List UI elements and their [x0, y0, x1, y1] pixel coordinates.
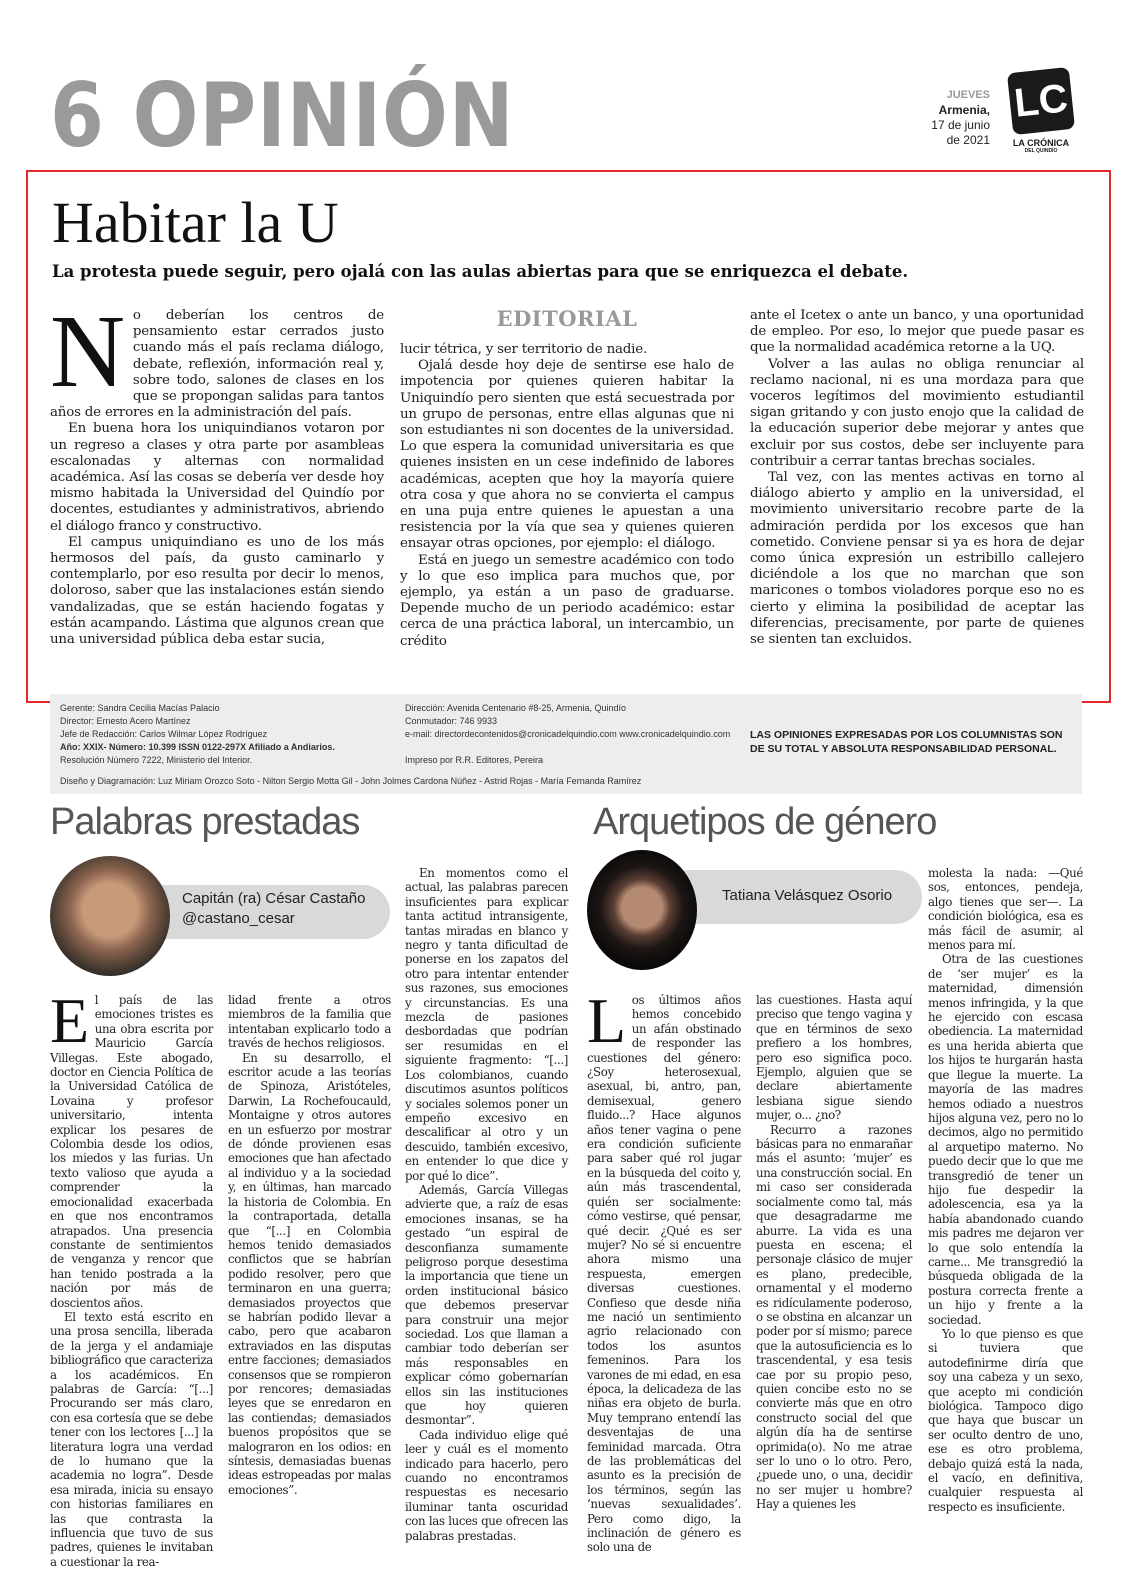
- masthead-anio: Año: XXIX- Número: 10.399 ISSN 0122-297X Afiliado a Andiarios.: [60, 742, 335, 752]
- masthead-gerente: Gerente: Sandra Cecilia Macías Palacio: [60, 703, 220, 713]
- editorial-paragraph: Volver a las aulas no obliga renunciar al reclamo nacional, ni es una mordaza para que voceros legítimos del movimiento estudiantil sigan gritando y con justo enojo que la calidad de la educación superior debe mejorar y antes que excluir por sus costos, debe ser incluyente para contribuir a cerrar tantas brechas sociales.: [750, 356, 1084, 469]
- editorial-column-1: [50, 294, 384, 648]
- column-title-right: Arquetipos de género: [593, 801, 937, 843]
- masthead-jefe: Jefe de Redacción: Carlos Wilmar López Rodríguez: [60, 729, 268, 739]
- left-column-text-3: [405, 866, 568, 1543]
- author-handle-left[interactable]: @castano_cesar: [182, 910, 295, 927]
- masthead-director: Director: Ernesto Acero Martínez: [60, 716, 191, 726]
- author-bar-right: [660, 870, 922, 924]
- masthead-disclaimer: LAS OPINIONES EXPRESADAS POR LOS COLUMNISTAS SON DE SU TOTAL Y ABSOLUTA RESPONSABILIDAD PERSONAL.: [750, 729, 1063, 755]
- editorial-dropcap: N: [50, 294, 125, 409]
- masthead-resolucion: Resolución Número 7222, Ministerio del Interior.: [60, 755, 253, 765]
- section-title: 6 OPINIÓN: [50, 64, 515, 167]
- editorial-label: EDITORIAL: [496, 306, 638, 331]
- masthead-conmutador: Conmutador: 746 9933: [405, 716, 498, 726]
- author-name-left: Capitán (ra) César Castaño: [182, 890, 366, 907]
- left-paragraph: lidad frente a otros miembros de la familia que intentaban explicarlo todo a través de hechos religiosos.: [228, 993, 391, 1051]
- right-column-text-1: [587, 985, 741, 1555]
- dateline-day: JUEVES: [946, 89, 990, 101]
- left-paragraph: En momentos como el actual, las palabras parecen insuficientes para explicar tanta actitud intransigente, tantas miradas en blanco y negro y tanta dificultad de ponerse en los zapatos del otro para intentar entender sus razones, sus emociones y circunstancias. Es una mezcla de pasiones desbordadas que podrían ser resumidas en el siguiente fragmento: “[...] Los colombianos, cuando discutimos asuntos políticos y sociales solemos poner un empeño excesivo en descalificar al otro y un descuido, también excesivo, en entender lo que dice y por qué lo dice”.: [405, 866, 568, 1183]
- editorial-column-2: [400, 308, 734, 650]
- editorial-paragraph: lucir tétrica, y ser territorio de nadie.: [400, 342, 648, 357]
- dateline-year: de 2021: [946, 133, 990, 147]
- editorial-paragraph: Está en juego un semestre académico con todo y lo que eso implica para muchos que, por ejemplo, ya están a un paso de graduarse. Depende mucho de un periodo académico: estar cerca de una práctica laboral, un intercambio, un crédito: [400, 552, 734, 649]
- column-title-left: Palabras prestadas: [50, 801, 360, 843]
- left-paragraph: l país de las emociones tristes es una obra escrita por Mauricio García Villegas. Este abogado, doctor en Ciencia Política de la Universidad Católica de Lovaina y profesor universitario, intenta explicar los pesares de Colombia desde los odios, los miedos y las furias. Un texto valioso que ayuda a comprender la emocionalidad exacerbada en que nos encontramos atrapados. Una presencia constante de sentimientos de venganza y rencor que han tenido postrada a la nación por más de doscientos años.: [50, 993, 213, 1310]
- editorial-title: Habitar la U: [52, 190, 339, 255]
- editorial-article: [26, 170, 1111, 703]
- page-header: [50, 66, 1090, 166]
- masthead-impreso: Impreso por R.R. Editores, Pereira: [405, 755, 544, 765]
- masthead-contact: [405, 702, 765, 767]
- dateline-date: 17 de junio: [931, 118, 990, 132]
- newspaper-logo: [1006, 70, 1076, 160]
- left-paragraph: Además, García Villegas advierte que, a raíz de esas emociones insanas, se ha gestado “un espiral de desconfianza sumamente peligroso porque desestima la importancia que tiene un orden institucional básico que debemos preservar para construir una mejor sociedad. Los que llaman a cambiar todo deberían ser más responsables en explicar cómo gobernarían ellos sin las instituciones que hoy quieren desmontar”.: [405, 1182, 568, 1428]
- editorial-paragraph: Tal vez, con las mentes activas en torno al diálogo abierto y amplio en la universidad, el movimiento universitario recobre parte de la admiración perdida por los excesos que han cometido. Conviene pensar si ya es hora de dejar como única expresión un estribillo callejero diciéndole a los que no marchan que son maricones o tombos violadores porque eso no es cierto y elimina la posibilidad de aceptar las diferencias, precisamente, por parte de quienes se sienten tan excluidos.: [750, 470, 1084, 648]
- dateline: [931, 88, 990, 148]
- masthead-email[interactable]: e-mail: directordecontenidos@cronicadelquindio.com www.cronicadelquindio.com: [405, 729, 731, 739]
- right-dropcap: L: [587, 985, 626, 1056]
- left-paragraph: En su desarrollo, el escritor acude a las teorías de Spinoza, Aristóteles, Darwin, La Rochefoucauld, Montaigne y otros autores en un esfuerzo por mostrar de dónde provienen esas emociones que han afectado al individuo y a la sociedad y, en últimas, han marcado la historia de Colombia. En la contraportada, detalla que “[...] en Colombia hemos tenido demasiados conflictos que se habrían podido resolver, pero que terminaron en una guerra; demasiados proyectos que se habrían podido llevar a cabo, pero que acabaron extraviados en las disputas entre facciones; demasiados consensos que se rompieron por rencores; demasiadas leyes que se enredaron en las contiendas; demasiados buenos propósitos que se malograron en los odios: en síntesis, demasiadas buenas ideas estropeadas por malas emociones”.: [228, 1050, 391, 1497]
- editorial-column-3: [750, 308, 1084, 648]
- right-paragraph: Otra de las cuestiones de ‘ser mujer’ es la maternidad, dimensión menos infringida, y la que he ejercido con escasa obediencia. La maternidad es una herida abierta que los hijos te hurgarán hasta que llegue la muerte. La mayoría de las madres hemos odiado a nuestros hijos alguna vez, pero no lo decimos, algo no permitido al arquetipo materno. No puedo decir que lo que me transgredió de tener un hijo fue despedir la adolescencia, esa ya la había abandonado cuando mis padres me dejaron ver lo que solo entendía la carne... Me transgredió la búsqueda obligada de la postura correcta frente a un hijo y frente a la sociedad.: [928, 952, 1083, 1327]
- author-photo-right: [587, 850, 697, 970]
- editorial-paragraph: o deberían los centros de pensamiento estar cerrados justo cuando más el país reclama diálogo, debate, reflexión, información real y, sobre todo, salones de clases en los que se propongan salidas para tantos años de errores en la administración del país.: [50, 308, 384, 421]
- editorial-paragraph: En buena hora los uniquindianos votaron por un regreso a clases y otra parte por asambleas escalonadas y alternas con normalidad académica. Así las cosas se debería ver desde hoy mismo habitada la Universidad del Quindío por docentes, estudiantes y administrativos, abriendo el diálogo franco y constructivo.: [50, 421, 384, 534]
- right-paragraph: Yo lo que pienso es que si tuviera que autodefinirme diría que soy una cabeza y un sexo, que acepto mi condición biológica. Tampoco digo que haya que buscar un ser oculto dentro de uno, ese es otro problema, debajo quizá está la nada, el vacío, en definitiva, cualquier respuesta al respecto es insuficiente.: [928, 1327, 1083, 1514]
- right-paragraph: os últimos años hemos concebido un afán obstinado de responder las cuestiones del género: ¿Soy heterosexual, asexual, bi, antro, pan, demisexual, genero fluido...? Hace algunos años tener vagina o pene era condición suficiente para saber qué rol jugar en la búsqueda del coito y, aún más trascendental, quién ser socialmente: cómo vestirse, qué pensar, qué decir. ¿Qué es ser mujer? No sé si encuentre ahora mismo una respuesta, emergen diversas cuestiones. Confieso que desde niña me nació un sentimiento agrio relacionado con todos los asuntos femeninos. Para los varones de mi edad, en esa época, la delicadeza de las niñas era objeto de burla. Muy temprano entendí las desventajas de una feminidad marcada. Otra de las problemáticas del asunto es la precisión de los términos, según las ‘nuevas sexualidades’. Pero como digo, la inclinación de género es solo una de: [587, 993, 741, 1555]
- author-name-right: Tatiana Velásquez Osorio: [722, 887, 893, 904]
- left-dropcap: E: [50, 985, 89, 1056]
- right-column-text-2: [756, 993, 912, 1512]
- right-paragraph: Recurro a razones básicas para no enmarañar más el asunto: ‘mujer’ es una construcción social. En mi caso ser considerada socialmente como tal, más que desagradarme me aburre. La vida es una puesta en escena; el personaje clásico de mujer es plano, predecible, ornamental y el moderno es ridículamente poderoso, o se obstina en alcanzar un poder por sí mismo; parece que la autosuficiencia es lo trascendental, y esa tesis cae por su propio peso, quien concibe esto no se convierte más que en otro constructo social del que algún día ha de sentirse oprimida(o). No me atrae ser lo uno o lo otro. Pero, ¿puede uno, o una, decidir no ser mujer u hombre? Hay a quienes les: [756, 1122, 912, 1512]
- masthead-direccion: Dirección: Avenida Centenario #8-25, Armenia, Quindío: [405, 703, 626, 713]
- dateline-city: Armenia,: [938, 103, 990, 117]
- logo-sub: DEL QUINDÍO: [1024, 148, 1058, 154]
- right-column-text-3: [928, 866, 1083, 1514]
- left-column-text-2: [228, 993, 391, 1497]
- left-column-text-1: [50, 985, 213, 1569]
- editorial-paragraph: ante el Icetex o ante un banco, y una oportunidad de empleo. Por eso, lo mejor que puede pasar es que la normalidad académica retorne a la UQ.: [750, 308, 1084, 356]
- masthead-box: [50, 694, 1082, 794]
- editorial-paragraph: El campus uniquindiano es uno de los más hermosos del país, da gusto caminarlo y contemplarlo, por eso resulta por decir lo menos, doloroso, saber que las instalaciones están siendo vandalizadas, que se están haciendo fogatas y están acampando. Lástima que algunos crean que una universidad pública deba estar sucia,: [50, 534, 384, 648]
- masthead-staff: [60, 702, 390, 767]
- right-paragraph: molesta la nada: —Qué sos, entonces, pendeja, algo tienes que ser—. La condición biológica, esa es más fácil de asumir, al menos para mí.: [928, 866, 1083, 953]
- right-paragraph: las cuestiones. Hasta aquí preciso que tengo vagina y que en términos de sexo prefiero a los hombres, pero eso significa poco. Ejemplo, alguien que se declare abiertamente lesbiana sigue siendo mujer, o... ¿no?: [756, 993, 912, 1123]
- masthead-design-credit: Diseño y Diagramación: Luz Miriam Orozco Soto - Nilton Sergio Motta Gil - John Jolmes Cardona Núñez - Astrid Rojas - María Fernanda Ramírez: [60, 776, 642, 786]
- author-photo-left: [50, 856, 170, 976]
- editorial-paragraph: Ojalá desde hoy deje de sentirse ese halo de impotencia por quienes quieren habitar la Uniquindío pero sienten que está secuestrada por un grupo de personas, entre ellas algunas que ni son estudiantes ni son docentes de la universidad. Lo que espera la comunidad universitaria es que quienes insisten en un cese indefinido de labores académicas, acepten que hoy la mayoría quiere otra cosa y que ahora no se convierta el campus en una puja entre quienes le apuestan a una resistencia por la vía que sea y quienes quieren ensayar otras opciones, por ejemplo: el diálogo.: [400, 358, 734, 552]
- logo-brand: LA CRÓNICA: [1012, 138, 1070, 148]
- editorial-deck: La protesta puede seguir, pero ojalá con las aulas abiertas para que se enriquezca el debate.: [52, 262, 909, 281]
- left-paragraph: Cada individuo elige qué leer y cuál es el momento indicado para hacerlo, pero cuando no encontramos respuestas es necesario iluminar tanta oscuridad con las luces que ofrecen las palabras prestadas.: [405, 1427, 568, 1543]
- left-paragraph: El texto está escrito en una prosa sencilla, liberada de la jerga y el andamiaje bibliográfico que caracteriza a los académicos. En palabras de García: “[...] Procurando ser más claro, con esa cortesía que se debe tener con los lectores [...] la literatura logra una verdad de lo humano que la academia no logra”. Desde esa mirada, inicia su ensayo con historias familiares en las que contrasta la influencia que tuvo de sus padres, quienes le invitaban a cuestionar la rea-: [50, 1309, 213, 1569]
- logo-mark: LC: [1007, 67, 1075, 135]
